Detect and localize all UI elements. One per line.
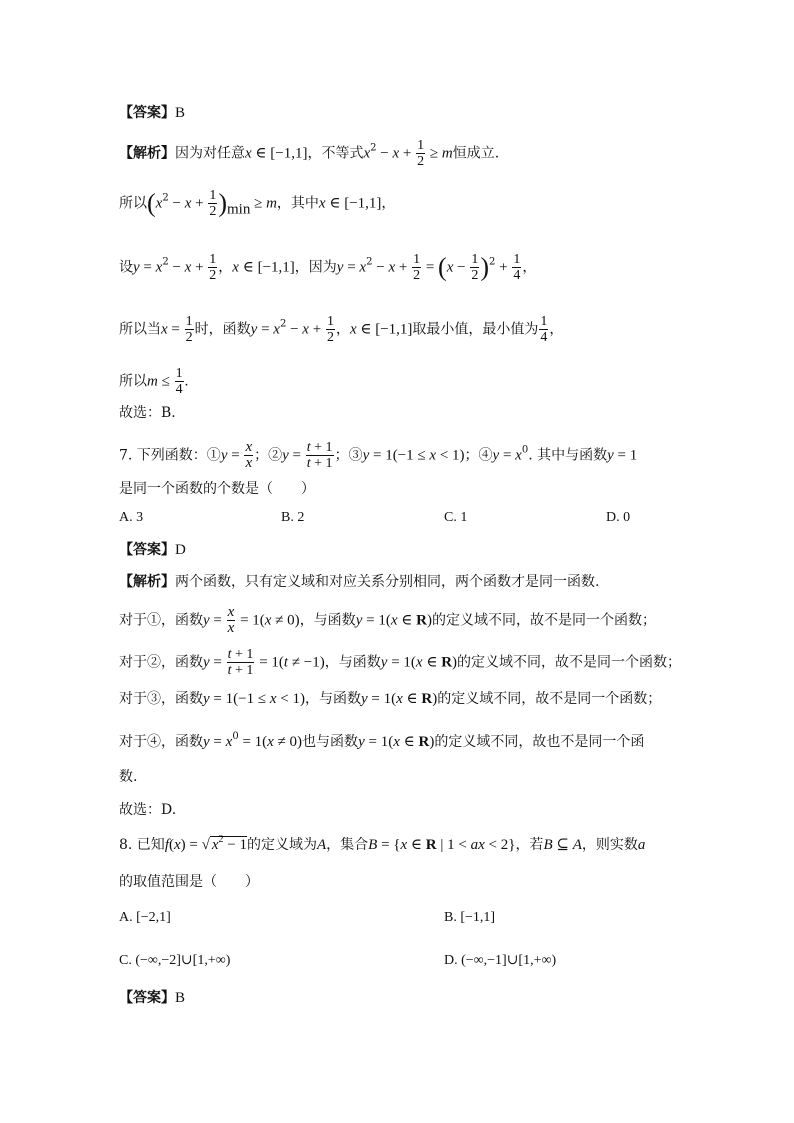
q6-text: ，因为	[294, 259, 337, 276]
q7-text: 对于④，函数	[119, 734, 203, 750]
q8-option-b: B. [−1,1]	[444, 910, 496, 925]
q6-analysis-line-2: 所以($x^2 - x$ + $\frac{1}{2}$ )$_{min} \ge m$，其中x ∈ [−1,1]，	[119, 188, 396, 219]
fraction: $\frac{1}{2}$	[209, 252, 217, 283]
q7-text: 两个函数，只有定义域和对应关系分别相同，两个函数才是同一函数.	[175, 574, 600, 590]
q7-option-d: D. 0	[606, 510, 631, 525]
q6-text: ，	[522, 259, 537, 276]
q6-analysis-line-1: 【解析】因为对任意x ∈ [−1,1]，不等式$x^2 - x$ + $\frac{1}{2}$ ≥ m恒成立.	[119, 138, 500, 169]
q6-text: 所以	[119, 373, 147, 390]
q8-answer-line	[119, 989, 185, 1007]
q7-text: 对于②，函数	[119, 654, 203, 671]
q7-option-a: A. 3	[119, 510, 144, 525]
analysis-label: 【解析】	[119, 145, 175, 162]
q6-text: ，	[381, 195, 396, 212]
q7-text: ；③	[334, 447, 363, 464]
fraction: $\frac{t + 1}{t + 1}$	[306, 440, 333, 471]
fraction: $\frac{1}{2}$	[185, 314, 193, 345]
q7-text: ；④	[464, 447, 493, 464]
q6-text: ，	[549, 321, 564, 338]
q7-answer-line	[119, 541, 186, 559]
q8-stem-line-2: 的取值范围是（ ）	[119, 874, 259, 890]
math: x	[363, 145, 371, 162]
q8-option-c: C. (−∞,−2]∪[1,+∞)	[119, 953, 231, 968]
q8-text: 8. 已知	[119, 837, 165, 853]
fraction: $\frac{1}{2}$	[417, 138, 425, 169]
fraction: $\frac{x}{x}$	[245, 439, 253, 471]
q6-text: ，	[218, 259, 233, 276]
fraction: $\frac{x}{x}$	[227, 604, 235, 636]
q7-text: ，与函数	[304, 691, 361, 707]
q8-option-a: A. [−2,1]	[119, 910, 171, 925]
q6-text: ，不等式	[307, 145, 364, 162]
q8-answer-value: B	[175, 990, 186, 1006]
answer-label: 【答案】	[119, 990, 175, 1006]
q8-text: ，则实数	[581, 837, 638, 853]
q6-text: 因为对任意	[175, 145, 245, 162]
fraction: $\frac{1}{4}$	[540, 314, 548, 345]
fraction: $\frac{1}{2}$	[471, 252, 479, 283]
q7-text: 对于①，函数	[119, 612, 203, 629]
q6-text: 所以当	[119, 321, 161, 338]
q8-option-d: D. (−∞,−1]∪[1,+∞)	[444, 953, 557, 968]
q7-text: 的定义域不同，故不是同一个函数；	[437, 691, 662, 707]
q7-text: ，与函数	[299, 612, 356, 629]
answer-label: 【答案】	[119, 105, 175, 121]
q6-analysis-line-4: 所以当x = $\frac{1}{2}$ 时，函数$y = x^2 - x$ + $\frac{1}{2}$ ，x ∈ [−1,1]取最小值，最小值为 $\frac{1}{4}$ ，	[119, 314, 564, 345]
q6-analysis-line-3: 设$y = x^2 - x$ + $\frac{1}{2}$ ，x ∈ [−1,1]，因为$y = x^2 - x$ + $\frac{1}{2}$ = (x − $\frac{1}{2}$ )$^2$ + $\frac{1}{4}$ ，	[119, 252, 537, 283]
q7-option-c: C. 1	[444, 510, 468, 525]
q8-stem-line-1: 8. 已知f(x) = √ $x^2 - 1$的定义域为A，集合B = {x ∈ R | 1 < ax < 2}，若B ⊆ A，则实数a	[119, 834, 646, 853]
q6-text: ，	[335, 321, 350, 338]
fraction: $\frac{1}{4}$	[513, 252, 521, 283]
q8-text: ，若	[515, 837, 544, 853]
fraction: $\frac{1}{2}$	[209, 188, 217, 219]
fraction: $\frac{t + 1}{t + 1}$	[227, 647, 254, 678]
q6-text: 所以	[119, 195, 147, 212]
q6-answer-line	[119, 104, 185, 122]
q7-stem-line-2: 是同一个函数的个数是（ ）	[119, 481, 315, 497]
fraction: $\frac{1}{4}$	[175, 366, 183, 397]
q6-text: 设	[119, 259, 133, 276]
q7-text: 的定义域不同，故也不是同一个函	[434, 734, 645, 750]
q7-analysis-intro	[119, 573, 599, 591]
q7-text: . 其中与函数	[528, 447, 608, 464]
q7-stem-line-1: 7. 下列函数：①y = $\frac{x}{x}$ ；②y = $\frac{t + 1}{t + 1}$ ；③y = 1(−1 ≤ x < 1)；④y = $x^0$. 其中与函数y = 1	[119, 439, 638, 471]
q7-answer-value: D	[175, 542, 186, 558]
q8-text: 的定义域为	[246, 837, 317, 853]
choose-text: 故选：B.	[119, 405, 176, 421]
answer-label: 【答案】	[119, 542, 175, 558]
q6-text: 取最小值，最小值为	[412, 321, 539, 338]
q7-text: 也与函数	[302, 734, 359, 750]
math: ∈ [−1,1]	[251, 145, 308, 162]
q7-case-3: 对于③，函数y = 1(−1 ≤ x < 1)，与函数y = 1(x ∈ R)的定义域不同，故不是同一个函数；	[119, 691, 662, 707]
q7-text: 7. 下列函数：①	[119, 447, 221, 464]
q7-text: ，与函数	[324, 654, 381, 671]
q6-text: 恒成立.	[452, 145, 500, 162]
q6-text: ，其中	[276, 195, 319, 212]
analysis-label: 【解析】	[119, 574, 175, 590]
fraction: $\frac{1}{2}$	[413, 252, 421, 283]
q7-case-1: 对于①，函数y = $\frac{x}{x}$ = 1(x ≠ 0)，与函数y = 1(x ∈ R)的定义域不同，故不是同一个函数；	[119, 604, 656, 636]
choose-text: 故选：D.	[119, 802, 177, 818]
q7-text: 对于③，函数	[119, 691, 203, 707]
q7-case-2: 对于②，函数y = $\frac{t + 1}{t + 1}$ = 1(t ≠ −1)，与函数y = 1(x ∈ R)的定义域不同，故不是同一个函数；	[119, 647, 682, 678]
q6-answer-value: B	[175, 105, 186, 121]
q8-text: ，集合	[326, 837, 369, 853]
q6-text: 时，函数	[194, 321, 251, 338]
q6-choose-line	[119, 404, 176, 422]
fraction: $\frac{1}{2}$	[326, 314, 334, 345]
q6-analysis-line-5: 所以m ≤ $\frac{1}{4}$ .	[119, 366, 189, 397]
math: x	[245, 145, 252, 162]
q7-case-4: 对于④，函数$y = x^0 = 1(x \ne 0)$也与函数y = 1(x ∈ R)的定义域不同，故也不是同一个函	[119, 731, 645, 750]
q7-text: ；②	[254, 447, 283, 464]
q7-option-b: B. 2	[281, 510, 305, 525]
q7-text: 的定义域不同，故不是同一个函数；	[457, 654, 682, 671]
q7-text: 的定义域不同，故不是同一个函数；	[431, 612, 656, 629]
q7-choose-line	[119, 801, 176, 819]
q7-case-4-cont: 数.	[119, 769, 138, 785]
